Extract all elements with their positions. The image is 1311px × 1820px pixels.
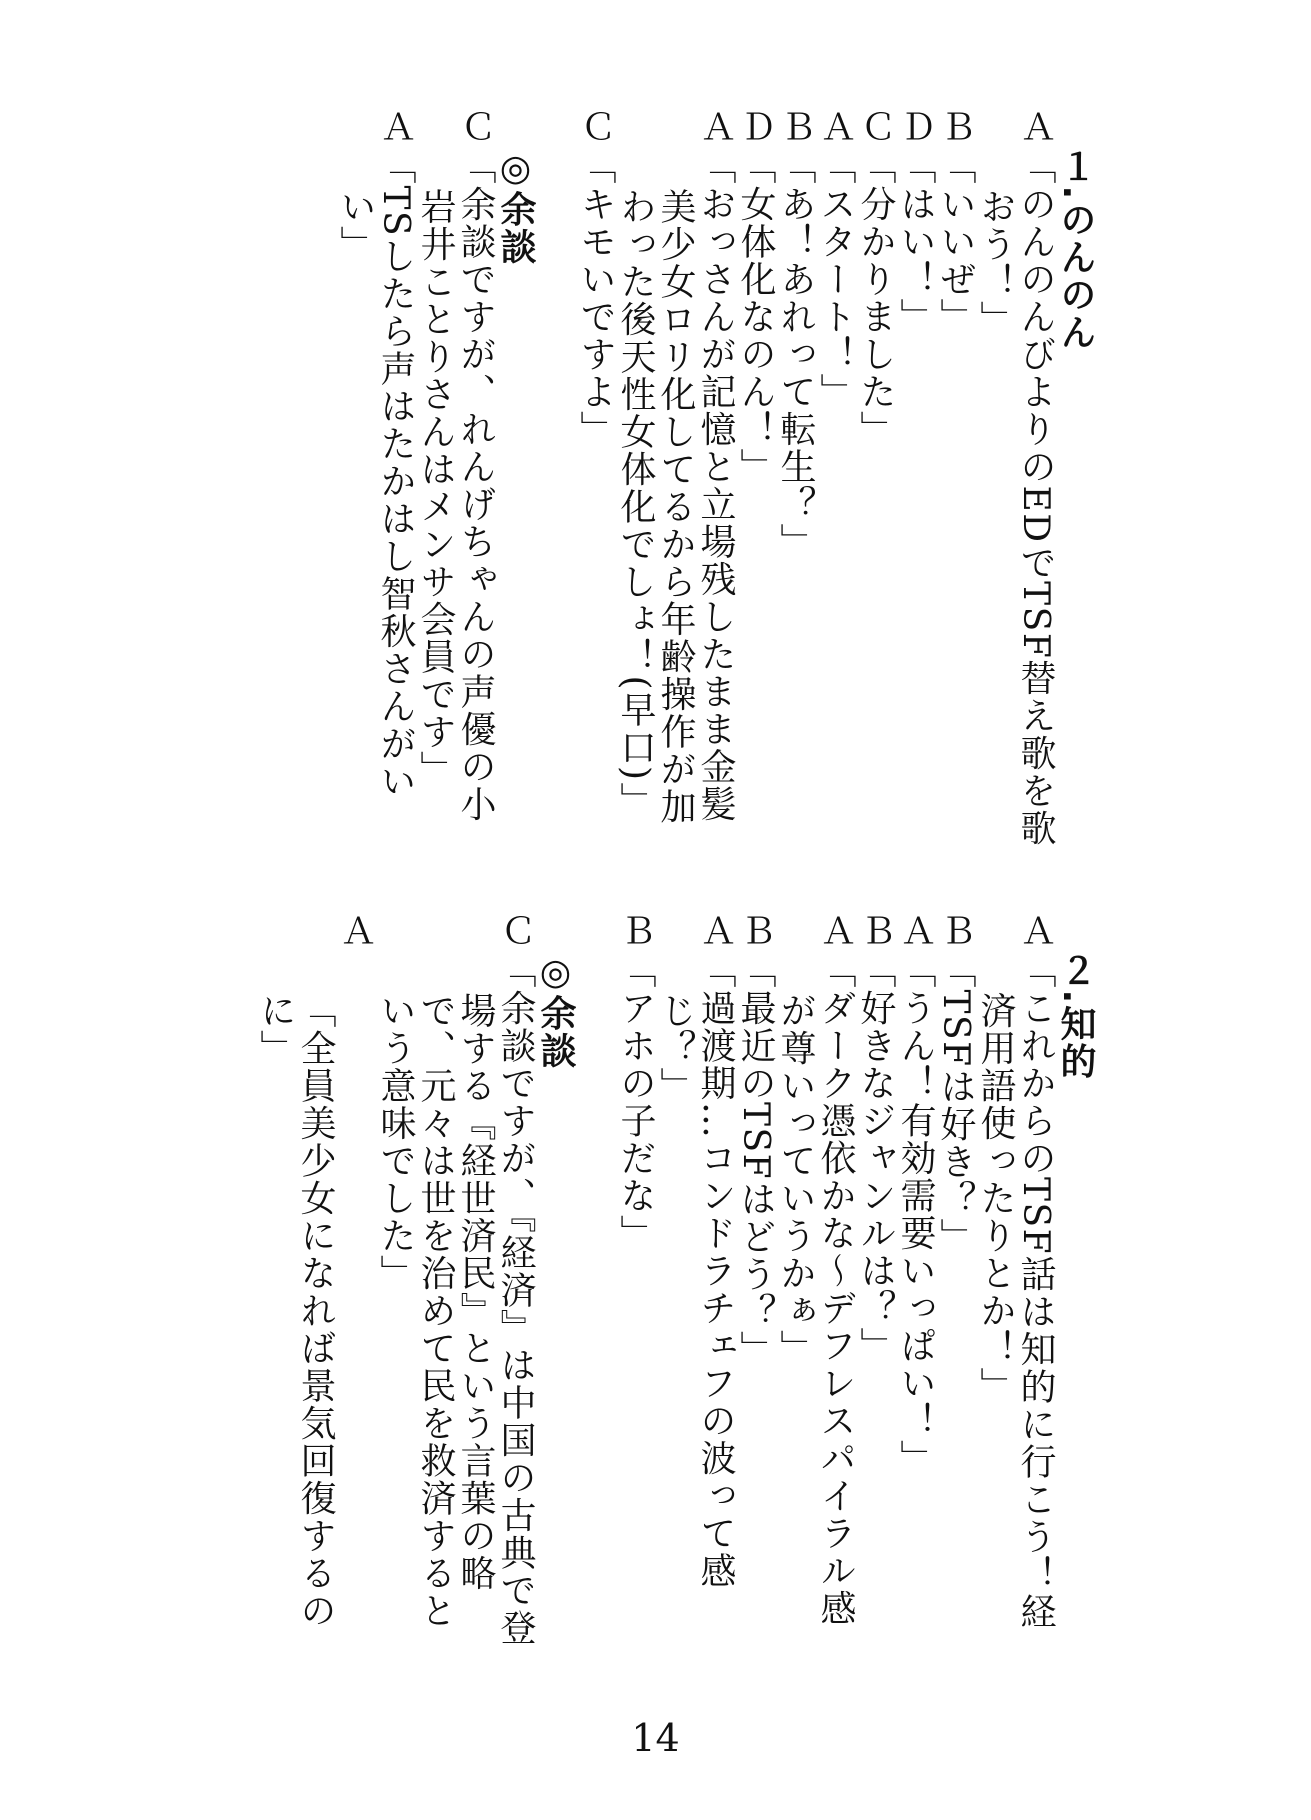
- dialogue-text: 「最近のTSFはどう？」: [735, 952, 776, 1368]
- heading-number: １: [1055, 148, 1096, 186]
- dialogue-line: Ａ「スタート！」: [815, 108, 856, 411]
- column-gap: [535, 148, 575, 158]
- dialogue-line: Ｂ「いいぜ」: [935, 108, 976, 336]
- dialogue-text: 「キモいですよ」: [575, 148, 616, 448]
- heading-number: ２: [1055, 952, 1096, 990]
- section-heading: [1055, 952, 1095, 1652]
- dialogue-text: 「TSFは好き？」: [935, 952, 976, 1256]
- dialogue-text: 「これからのTSF話は知的に行こう！経済用語使ったりとか！」: [975, 952, 1056, 1631]
- dialogue-text: 「スタート！」: [815, 148, 856, 411]
- aside-line: Ｃ「余談ですが、れんげちゃんの声優の小岩井ことりさんはメンサ会員です」: [415, 108, 496, 823]
- heading-title: のんのん: [1055, 200, 1096, 351]
- section-2: [225, 912, 1096, 1652]
- dialogue-text: 「うん！有効需要いっぱい！」: [895, 952, 936, 1477]
- dialogue-text: 「女体化なのん！」: [735, 148, 776, 486]
- dialogue-line: Ｂ「あ！あれって転生？」: [775, 108, 816, 561]
- aside-text: 「TSしたら声はたかはし智秋さんがいい」: [335, 148, 416, 800]
- dialogue-line: Ａ「のんのんびよりのEDでTSF替え歌を歌おう！」: [975, 108, 1056, 847]
- dialogue-text: 「いいぜ」: [935, 148, 976, 336]
- aside-line: Ｃ「余談ですが、『経済』は中国の古典で登場する『経世済民』という言葉の略で、元々は世を治めて民を救済するという意味でした」: [375, 912, 536, 1647]
- aside-text: 「余談ですが、『経済』は中国の古典で登場する『経世済民』という言葉の略で、元々は世を治めて民を救済するという意味でした」: [375, 952, 536, 1647]
- column-gap: [575, 952, 615, 962]
- dialogue-line: Ａ「うん！有効需要いっぱい！」: [895, 912, 936, 1477]
- aside-heading: ◎余談: [495, 148, 536, 266]
- aside-heading: ◎余談: [535, 952, 576, 1070]
- dialogue-line: Ａ「ダーク憑依かな～デフレスパイラル感が尊いっていうかぁ」: [775, 912, 856, 1627]
- dialogue-line: Ａ「これからのTSF話は知的に行こう！経済用語使ったりとか！」: [975, 912, 1056, 1631]
- aside-text: 「全員美少女になれば景気回復するのに」: [255, 991, 336, 1630]
- dialogue-text: 「過渡期…コンドラチェフの波って感じ？」: [655, 952, 736, 1590]
- dialogue-text: 「あ！あれって転生？」: [775, 148, 816, 561]
- dialogue-line: Ｂ「アホの子だな」: [615, 912, 656, 1252]
- heading-mark: .: [1055, 989, 1096, 1005]
- dialogue-text: 「のんのんびよりのEDでTSF替え歌を歌おう！」: [975, 148, 1056, 847]
- heading-title: 知的: [1055, 1004, 1096, 1080]
- dialogue-text: 「おっさんが記憶と立場残したまま金髪美少女ロリ化してるから年齢操作が加わった後天性女体化でしょ！(早口)」: [615, 148, 736, 826]
- dialogue-line: Ｂ「最近のTSFはどう？」: [735, 912, 776, 1368]
- dialogue-text: 「アホの子だな」: [615, 952, 656, 1252]
- dialogue-line: Ｄ「女体化なのん！」: [735, 108, 776, 486]
- dialogue-line: Ｃ「分かりました」: [855, 108, 896, 448]
- heading-mark: .: [1055, 185, 1096, 201]
- section-1: [225, 108, 1096, 848]
- dialogue-text: 「ダーク憑依かな～デフレスパイラル感が尊いっていうかぁ」: [775, 952, 856, 1627]
- dialogue-line: Ａ「過渡期…コンドラチェフの波って感じ？」: [655, 912, 736, 1590]
- section-heading: [1055, 148, 1095, 848]
- aside-line: Ａ「TSしたら声はたかはし智秋さんがいい」: [335, 108, 416, 800]
- dialogue-text: 「はい！」: [895, 148, 936, 336]
- page-number: 14: [631, 1716, 680, 1760]
- dialogue-line: Ｂ「TSFは好き？」: [935, 912, 976, 1256]
- dialogue-line: Ｃ「キモいですよ」: [575, 108, 616, 448]
- dialogue-text: 「好きなジャンルは？」: [855, 952, 896, 1365]
- dialogue-line: Ｂ「好きなジャンルは？」: [855, 912, 896, 1365]
- dialogue-line: Ｄ「はい！」: [895, 108, 936, 336]
- aside-text: 「余談ですが、れんげちゃんの声優の小岩井ことりさんはメンサ会員です」: [415, 148, 496, 823]
- dialogue-text: 「分かりました」: [855, 148, 896, 448]
- dialogue-line: Ａ「おっさんが記憶と立場残したまま金髪美少女ロリ化してるから年齢操作が加わった後天性女体化でしょ！(早口)」: [615, 108, 736, 826]
- aside-line: Ａ「全員美少女になれば景気回復するのに」: [255, 912, 376, 1630]
